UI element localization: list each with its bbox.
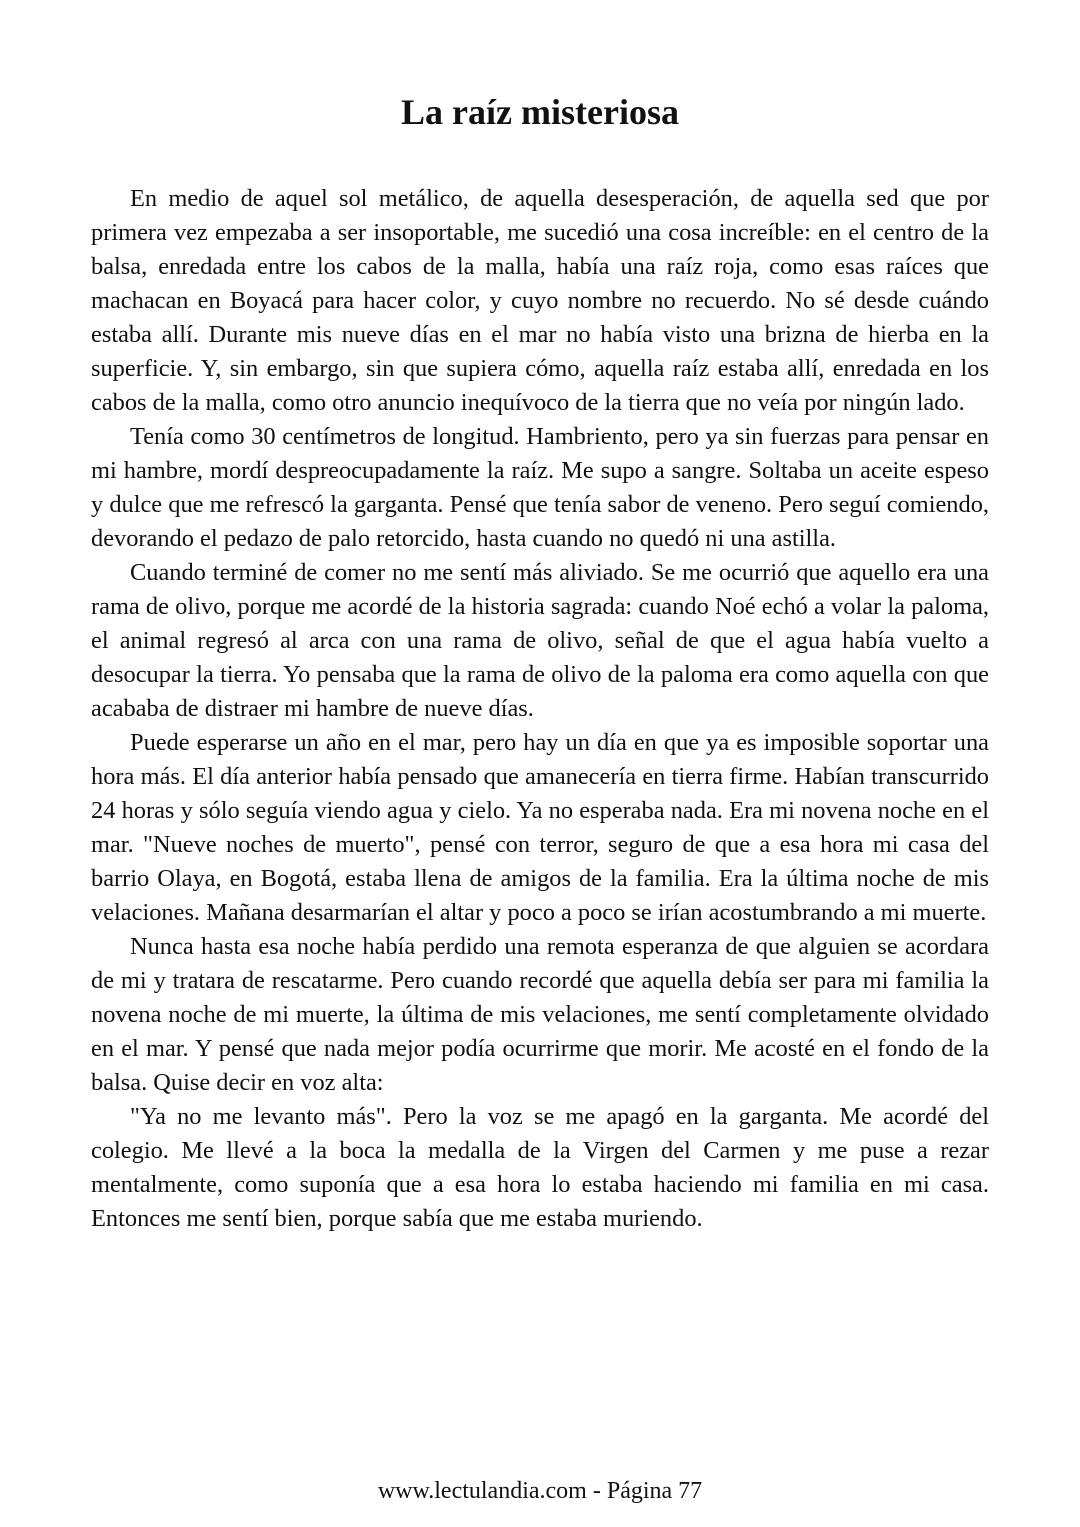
paragraph: En medio de aquel sol metálico, de aquella desesperación, de aquella sed que por primera vez empezaba a ser insoportable, me sucedió una cosa increíble: en el centro de la balsa, enredada entre los cabos de la malla, había una raíz roja, como esas raíces que machacan en Boyacá para hacer color, y cuyo nombre no recuerdo. No sé desde cuándo estaba allí. Durante mis nueve días en el mar no había visto una brizna de hierba en la superficie. Y, sin embargo, sin que supiera cómo, aquella raíz estaba allí, enredada en los cabos de la malla, como otro anuncio inequívoco de la tierra que no veía por ningún lado.	[91, 185, 989, 416]
page-footer: www.lectulandia.com - Página 77	[377, 1478, 703, 1504]
paragraph: Cuando terminé de comer no me sentí más aliviado. Se me ocurrió que aquello era una rama de olivo, porque me acordé de la historia sagrada: cuando Noé echó a volar la paloma, el animal regresó al arca con una rama de olivo, señal de que el agua había vuelto a desocupar la tierra. Yo pensaba que la rama de olivo de la paloma era como aquella con que acababa de distraer mi hambre de nueve días.	[91, 559, 989, 722]
paragraph: Tenía como 30 centímetros de longitud. Hambriento, pero ya sin fuerzas para pensar en mi hambre, mordí despreocupadamente la raíz. Me supo a sangre. Soltaba un aceite espeso y dulce que me refrescó la garganta. Pensé que tenía sabor de veneno. Pero seguí comiendo, devorando el pedazo de palo retorcido, hasta cuando no quedó ni una astilla.	[91, 423, 989, 552]
paragraph: "Ya no me levanto más". Pero la voz se me apagó en la garganta. Me acordé del colegio. Me llevé a la boca la medalla de la Virgen del Carmen y me puse a rezar mentalmente, como suponía que a esa hora lo estaba haciendo mi familia en mi casa. Entonces me sentí bien, porque sabía que me estaba muriendo.	[91, 1103, 989, 1232]
chapter-body	[91, 182, 989, 1236]
chapter-title: La raíz misteriosa	[401, 92, 679, 132]
paragraph: Puede esperarse un año en el mar, pero hay un día en que ya es imposible soportar una hora más. El día anterior había pensado que amanecería en tierra firme. Habían transcurrido 24 horas y sólo seguía viendo agua y cielo. Ya no esperaba nada. Era mi novena noche en el mar. "Nueve noches de muerto", pensé con terror, seguro de que a esa hora mi casa del barrio Olaya, en Bogotá, estaba llena de amigos de la familia. Era la última noche de mis velaciones. Mañana desarmarían el altar y poco a poco se irían acostumbrando a mi muerte.	[91, 729, 989, 926]
paragraph: Nunca hasta esa noche había perdido una remota esperanza de que alguien se acordara de mi y tratara de rescatarme. Pero cuando recordé que aquella debía ser para mi familia la novena noche de mi muerte, la última de mis velaciones, me sentí completamente olvidado en el mar. Y pensé que nada mejor podía ocurrirme que morir. Me acosté en el fondo de la balsa. Quise decir en voz alta:	[91, 933, 989, 1096]
